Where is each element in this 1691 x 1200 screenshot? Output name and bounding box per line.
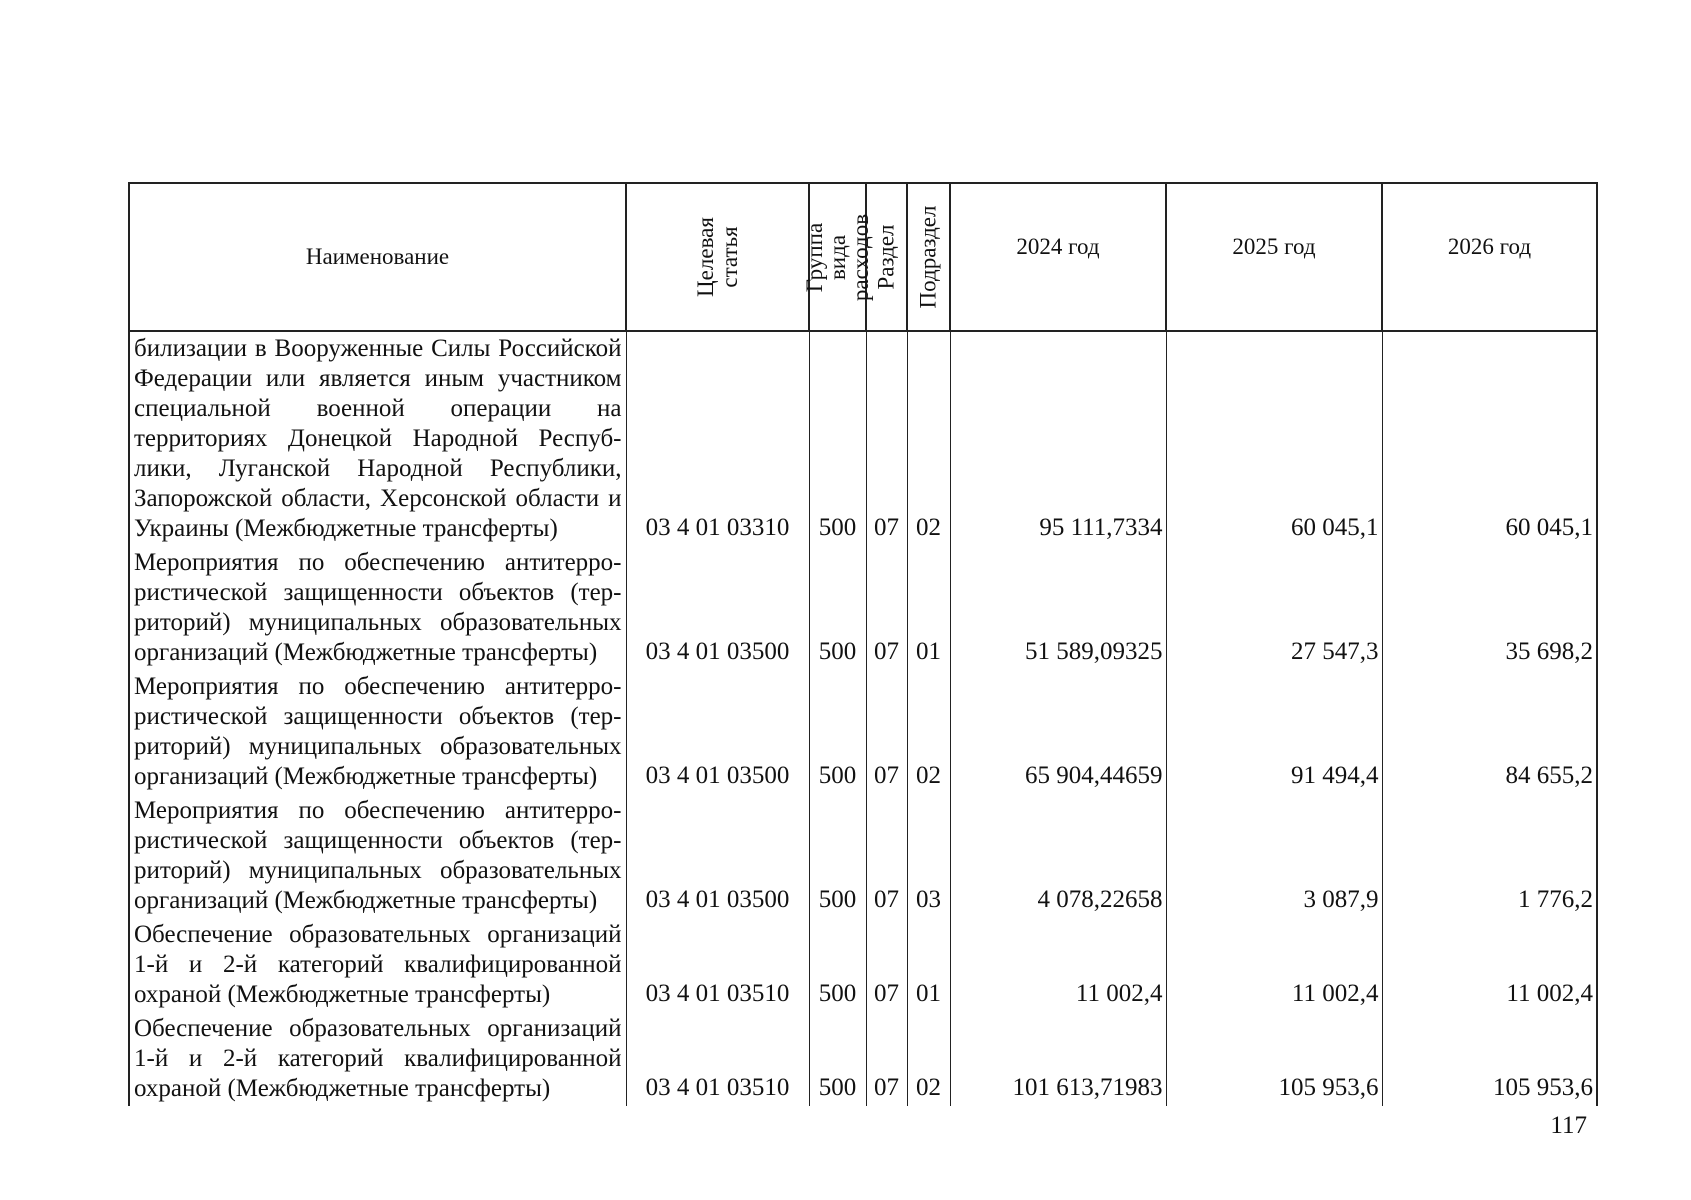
header-section — [866, 183, 907, 331]
row-subsection: 02 — [907, 331, 950, 546]
row-subsection: 02 — [907, 670, 950, 794]
row-expense-group: 500 — [809, 546, 866, 670]
row-name: Обеспечение образовательных организаций 1-й и 2-й категорий квалифицированной охраной (Межбюджетные трансферты) — [129, 918, 626, 1012]
header-year-2025: 2025 год — [1166, 183, 1382, 331]
table-row — [129, 331, 1597, 546]
row-target-article: 03 4 01 03500 — [626, 794, 809, 918]
row-amount-2026: 35 698,2 — [1382, 546, 1597, 670]
row-expense-group: 500 — [809, 918, 866, 1012]
header-target-article — [626, 183, 809, 331]
row-name: Мероприятия по обеспечению антитеррористической защищенности объектов (территорий) муниципальных образовательных организаций (Межбюджетные трансферты) — [129, 670, 626, 794]
row-amount-2024: 95 111,7334 — [950, 331, 1166, 546]
row-amount-2026: 1 776,2 — [1382, 794, 1597, 918]
table-row — [129, 918, 1597, 1012]
header-year-2024: 2024 год — [950, 183, 1166, 331]
row-section: 07 — [866, 1012, 907, 1106]
row-amount-2025: 91 494,4 — [1166, 670, 1382, 794]
row-expense-group: 500 — [809, 670, 866, 794]
row-amount-2026: 84 655,2 — [1382, 670, 1597, 794]
row-target-article: 03 4 01 03500 — [626, 670, 809, 794]
header-name: Наименование — [129, 183, 626, 331]
table-row — [129, 1012, 1597, 1106]
row-section: 07 — [866, 331, 907, 546]
header-year-2026: 2026 год — [1382, 183, 1597, 331]
header-subsection-text: Подраздел — [915, 205, 941, 309]
row-name: Обеспечение образовательных организаций 1-й и 2-й категорий квалифицированной охраной (Межбюджетные трансферты) — [129, 1012, 626, 1106]
header-section-text: Раздел — [873, 224, 899, 290]
row-amount-2024: 65 904,44659 — [950, 670, 1166, 794]
row-section: 07 — [866, 794, 907, 918]
row-amount-2025: 60 045,1 — [1166, 331, 1382, 546]
row-name: билизации в Вооруженные Силы Российской Федерации или является иным участником специальной военной операции на территориях Донецкой Народной Республики, Луганской Народной Республики, Запорожской области, Херсонской области и Украины (Межбюджетные трансферты) — [129, 331, 626, 546]
row-amount-2026: 11 002,4 — [1382, 918, 1597, 1012]
row-subsection: 01 — [907, 918, 950, 1012]
table-row — [129, 794, 1597, 918]
table-header-row — [129, 183, 1597, 331]
row-target-article: 03 4 01 03310 — [626, 331, 809, 546]
row-target-article: 03 4 01 03510 — [626, 918, 809, 1012]
row-section: 07 — [866, 918, 907, 1012]
row-amount-2026: 105 953,6 — [1382, 1012, 1597, 1106]
row-target-article: 03 4 01 03500 — [626, 546, 809, 670]
row-amount-2024: 11 002,4 — [950, 918, 1166, 1012]
table-row — [129, 546, 1597, 670]
row-target-article: 03 4 01 03510 — [626, 1012, 809, 1106]
header-subsection — [907, 183, 950, 331]
row-expense-group: 500 — [809, 1012, 866, 1106]
row-amount-2024: 4 078,22658 — [950, 794, 1166, 918]
page-number: 117 — [1550, 1112, 1587, 1139]
row-expense-group: 500 — [809, 331, 866, 546]
header-expense-group-text: Группа вида расходов — [802, 213, 874, 301]
budget-table — [128, 182, 1598, 1106]
row-amount-2025: 27 547,3 — [1166, 546, 1382, 670]
row-amount-2025: 105 953,6 — [1166, 1012, 1382, 1106]
row-subsection: 03 — [907, 794, 950, 918]
row-section: 07 — [866, 546, 907, 670]
row-amount-2024: 51 589,09325 — [950, 546, 1166, 670]
row-expense-group: 500 — [809, 794, 866, 918]
header-expense-group — [802, 183, 874, 331]
row-section: 07 — [866, 670, 907, 794]
row-name: Мероприятия по обеспечению антитеррористической защищенности объектов (территорий) муниципальных образовательных организаций (Межбюджетные трансферты) — [129, 794, 626, 918]
row-name: Мероприятия по обеспечению антитеррористической защищенности объектов (территорий) муниципальных образовательных организаций (Межбюджетные трансферты) — [129, 546, 626, 670]
row-amount-2024: 101 613,71983 — [950, 1012, 1166, 1106]
row-amount-2025: 3 087,9 — [1166, 794, 1382, 918]
row-subsection: 01 — [907, 546, 950, 670]
header-target-article-text: Целевая статья — [692, 217, 742, 297]
table-row — [129, 670, 1597, 794]
row-subsection: 02 — [907, 1012, 950, 1106]
row-amount-2026: 60 045,1 — [1382, 331, 1597, 546]
row-amount-2025: 11 002,4 — [1166, 918, 1382, 1012]
